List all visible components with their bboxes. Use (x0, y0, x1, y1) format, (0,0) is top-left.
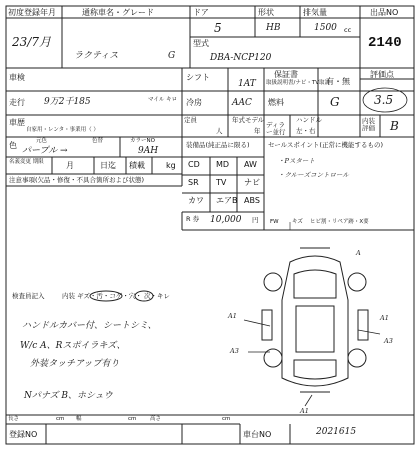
mileage-label: 走行 (9, 98, 25, 107)
equipment-title: 装備品(純正品に限る) (186, 141, 250, 149)
inspector-items: 内装 ギズ・汚・コゲ・穴・ 次・キレ (62, 292, 170, 300)
year-model-label: 年式モデル (232, 116, 265, 124)
handle-label: ハンドル (296, 116, 322, 124)
warranty-value: 有・無 (326, 77, 350, 86)
equipment-item: ABS (244, 196, 260, 205)
handle-value: 左・右 (296, 127, 316, 135)
mark-a3-left: A3 (230, 347, 239, 355)
dealer-label: ディラー並行 (266, 121, 286, 136)
model-label: 型式 (193, 39, 209, 48)
grade-value: G (168, 51, 176, 61)
equipment-item: カワ (188, 196, 204, 205)
displacement-value: 1500 (314, 23, 337, 33)
legend-fw: FW (270, 219, 279, 225)
car-diagram (90, 88, 407, 406)
capacity-label: 定員 (184, 116, 197, 124)
r-ticket-label: R 券 (186, 215, 200, 223)
sales-point-1: ・Pスタート (278, 157, 315, 165)
r-ticket-unit: 円 (252, 216, 259, 224)
equipment-item: エアB (216, 196, 238, 205)
equipment-item: TV (216, 178, 227, 187)
name-change-label: 名義変更 期限 (9, 159, 44, 165)
first-reg-label: 初度登録年月 (8, 8, 56, 17)
displacement-label: 排気量 (303, 8, 327, 17)
legend-scratch: キズ (292, 219, 303, 225)
capacity-unit: 人 (216, 127, 223, 135)
width-cm: cm (128, 416, 137, 422)
color-label: 色 (9, 141, 17, 150)
note-line-4: Nパナズ B、ホシュウ (24, 391, 113, 401)
note-line-3: 外装タッチアップ有り (30, 359, 120, 369)
equipment-item: ナビ (244, 178, 260, 187)
kg-label: kg (166, 161, 176, 170)
chassis-label: 車台NO (243, 430, 272, 439)
shift-label: シフト (186, 73, 210, 82)
name-grade-label: 通称車名・グレード (82, 8, 154, 17)
day-label: 日迄 (100, 161, 116, 170)
history-sub: 自家用・レンタ・事業用（ ） (26, 127, 99, 133)
cc-unit: cc (344, 26, 352, 34)
interior-label: 内装評価 (362, 117, 375, 132)
shape-label: 形状 (258, 8, 274, 17)
color-orig-label: 元色 (36, 138, 48, 144)
length-label: 長さ (8, 416, 20, 422)
shape-value: HB (266, 23, 281, 33)
height-cm: cm (222, 416, 231, 422)
year-unit: 年 (254, 127, 261, 135)
score-label: 評価点 (370, 70, 394, 79)
equipment-item: AW (244, 160, 257, 169)
warranty-label: 保証書 (274, 70, 298, 79)
legend-crack: ヒビ割・リペア跡・X要 (310, 219, 369, 225)
month-label: 月 (66, 161, 74, 170)
door-value: 5 (214, 21, 222, 35)
warranty-sub: 取扱説明書/ナビ・TV取説 (266, 80, 330, 86)
car-name-value: ラクティス (74, 51, 119, 61)
height-label: 高さ (150, 416, 162, 422)
history-label: 車歴 (9, 118, 25, 127)
shift-value: 1AT (238, 79, 256, 89)
color-value: パープル → (22, 146, 68, 156)
interior-value: B (390, 119, 399, 133)
model-value: DBA-NCP120 (210, 53, 272, 63)
mark-a: A (356, 249, 361, 257)
first-reg-value: 23/7月 (12, 35, 51, 49)
color-current-label: 色替 (92, 138, 104, 144)
fuel-label: 燃料 (268, 98, 284, 107)
equipment-item: CD (188, 160, 200, 169)
equipment-item: SR (188, 178, 199, 187)
ac-value: AAC (232, 98, 252, 108)
equipment-item: MD (216, 160, 230, 169)
lot-number: 2140 (368, 35, 402, 51)
reg-no-label: 登録NO (9, 430, 38, 439)
loading-label: 積載 (129, 161, 145, 170)
color-no-label: カラーNO (130, 138, 155, 144)
mark-a3-right: A3 (384, 337, 393, 345)
color-no-value: 9AH (138, 146, 159, 156)
mark-a1-right: A1 (380, 314, 389, 322)
r-ticket-value: 10,000 (210, 215, 242, 225)
notes-label: 注意事項(欠品・修復・不具合箇所および状態) (9, 176, 145, 184)
note-line-2: W/c A、Rスポイラキズ、 (20, 341, 126, 351)
sales-title: セールスポイント(正常に機能するもの) (268, 141, 383, 149)
width-label: 幅 (76, 416, 82, 422)
inspector-label: 検査員記入 (12, 292, 45, 300)
mileage-value: 9万2千185 (44, 97, 91, 107)
chassis-value: 2021615 (316, 427, 357, 437)
door-label: ドア (193, 8, 209, 17)
fuel-value: G (330, 95, 340, 109)
lot-label: 出品NO (370, 8, 399, 17)
mileage-unit: マイル キロ (148, 97, 178, 103)
mark-a1-left: A1 (228, 312, 237, 320)
inspection-label: 車検 (9, 73, 25, 82)
note-line-1: ハンドルカバー付、シートシミ、 (22, 321, 157, 331)
ac-label: 冷房 (186, 98, 202, 107)
sales-point-2: ・クルーズコントロール (278, 171, 349, 179)
mark-a1-bottom: A1 (300, 407, 309, 415)
length-cm: cm (56, 416, 65, 422)
score-value: 3.5 (374, 93, 394, 107)
